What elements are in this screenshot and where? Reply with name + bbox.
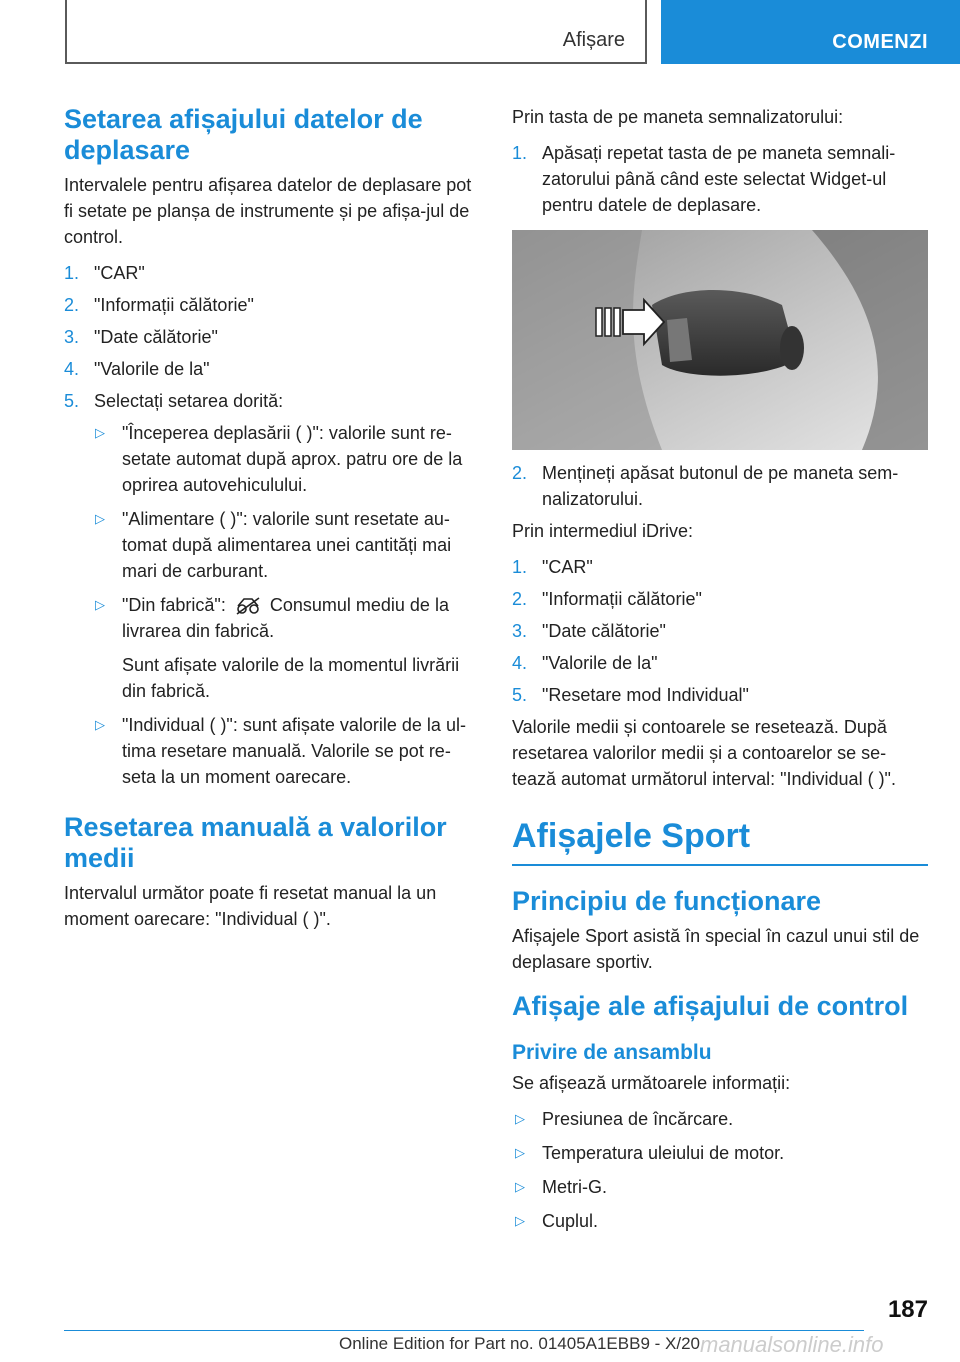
step-text: "CAR"	[542, 557, 593, 577]
triangle-bullet-icon: ▷	[515, 1111, 525, 1126]
option-text: "Individual ( )": sunt afișate valorile de la ul-tima resetare manuală. Valorile se pot re-seta la un moment oarecare.	[122, 715, 466, 787]
triangle-bullet-icon: ▷	[95, 717, 105, 732]
step-item	[512, 140, 928, 218]
option-text: "Alimentare ( )": valorile sunt resetate au-tomat după alimentarea unei cantități mai mari de carburant.	[122, 509, 452, 581]
heading-trip-data-settings: Setarea afișajului datelor de deplasare	[64, 104, 423, 165]
info-item	[512, 1208, 928, 1234]
option-item	[92, 506, 478, 584]
step-number: 1.	[512, 557, 528, 577]
steps-list	[64, 260, 478, 414]
step-item	[64, 260, 478, 286]
info-item	[512, 1106, 928, 1132]
step-number: 4.	[64, 359, 80, 379]
triangle-bullet-icon: ▷	[515, 1179, 525, 1194]
step-text: Selectați setarea dorită:	[94, 391, 284, 411]
header-chapter-label: COMENZI	[832, 31, 928, 53]
step-item	[512, 460, 928, 512]
step-number: 5.	[512, 685, 528, 705]
stalk-steps-list	[512, 140, 928, 218]
step-number: 3.	[64, 327, 80, 347]
paragraph-intervals: Intervalele pentru afișarea datelor de deplasare pot fi setate pe planșa de instrumente și pe afișa-jul de control.	[64, 175, 472, 247]
step-number: 3.	[512, 621, 528, 641]
option-item	[92, 712, 478, 790]
paragraph-via-stalk: Prin tasta de pe maneta semnalizatorului:	[512, 107, 844, 127]
step-text: "Resetare mod Individual"	[542, 685, 749, 705]
header-chapter-tab[interactable]	[661, 0, 960, 64]
step-text: "Date călătorie"	[542, 621, 666, 641]
step-number: 1.	[64, 263, 80, 283]
header-section-title: Afișare	[562, 29, 625, 51]
triangle-bullet-icon: ▷	[515, 1145, 525, 1160]
paragraph-principle: Afișajele Sport asistă în special în cazul unui stil de deplasare sportiv.	[512, 926, 920, 972]
step-text: "CAR"	[94, 263, 145, 283]
step-text: "Valorile de la"	[542, 653, 658, 673]
watermark: manualsonline.info	[700, 1332, 884, 1357]
step-item	[512, 682, 928, 708]
heading-sport-displays: Afișajele Sport	[512, 816, 928, 866]
paragraph-reset-result: Valorile medii și contoarele se resetează. După resetarea valorilor medii și a contoarelor se se-tează automat următorul interval: "Individual ( )".	[512, 717, 896, 789]
idrive-steps-list	[512, 554, 928, 708]
step-number: 1.	[512, 143, 528, 163]
step-text: Apăsați repetat tasta de pe maneta semnali-zatorului până când este selectat Widget-ul pentru datele de deplasare.	[542, 143, 896, 215]
step-item	[64, 324, 478, 350]
step-item	[512, 586, 928, 612]
header-section-box	[65, 0, 647, 64]
step-text: "Valorile de la"	[94, 359, 210, 379]
paragraph-via-idrive: Prin intermediul iDrive:	[512, 521, 694, 541]
step-number: 2.	[64, 295, 80, 315]
option-note: Sunt afișate valorile de la momentul livrării din fabrică.	[122, 655, 460, 701]
heading-overview: Privire de ansamblu	[512, 1041, 712, 1064]
factory-car-icon	[235, 597, 261, 615]
heading-control-display: Afișaje ale afișajului de control	[512, 991, 909, 1021]
footer-edition: Online Edition for Part no. 01405A1EBB9 - X/20	[338, 1334, 700, 1353]
triangle-bullet-icon: ▷	[515, 1213, 525, 1228]
option-item	[92, 592, 478, 704]
step-text: Mențineți apăsat butonul de pe maneta sem-nalizatorului.	[542, 463, 899, 509]
info-text: Presiunea de încărcare.	[542, 1109, 734, 1129]
step-number: 2.	[512, 589, 528, 609]
step-item	[512, 618, 928, 644]
info-item	[512, 1140, 928, 1166]
option-text: "Din fabrică":	[122, 595, 226, 615]
info-text: Cuplul.	[542, 1211, 599, 1231]
right-column	[512, 104, 928, 1242]
info-item	[512, 1174, 928, 1200]
info-text: Temperatura uleiului de motor.	[542, 1143, 785, 1163]
option-text: "Începerea deplasării ( )": valorile sunt re-setate automat după aprox. patru ore de la oprirea autovehiculului.	[122, 423, 463, 495]
heading-manual-reset: Resetarea manuală a valorilor medii	[64, 812, 447, 873]
option-item	[92, 420, 478, 498]
option-text: Consumul mediu de la livrarea din fabrică.	[122, 595, 449, 641]
step-number: 5.	[64, 391, 80, 411]
heading-principle: Principiu de funcționare	[512, 886, 822, 916]
step-item	[64, 356, 478, 382]
turn-signal-stalk-photo	[512, 230, 928, 450]
step-text: "Informații călătorie"	[542, 589, 702, 609]
step-text: "Informații călătorie"	[94, 295, 254, 315]
footer-divider	[64, 1330, 864, 1331]
info-text: Metri-G.	[542, 1177, 607, 1197]
left-column	[64, 104, 478, 942]
page-number: 187	[887, 1296, 928, 1323]
info-list	[512, 1106, 928, 1234]
step-item	[512, 554, 928, 580]
paragraph-manual-reset: Intervalul următor poate fi resetat manual la un moment oarecare: "Individual ( )".	[64, 883, 437, 929]
triangle-bullet-icon: ▷	[95, 597, 105, 612]
paragraph-overview: Se afișează următoarele informații:	[512, 1073, 791, 1093]
step-text: "Date călătorie"	[94, 327, 218, 347]
options-list	[92, 420, 478, 790]
step-item	[512, 650, 928, 676]
step-item	[64, 292, 478, 318]
stalk-steps-list-2	[512, 460, 928, 512]
triangle-bullet-icon: ▷	[95, 425, 105, 440]
step-number: 2.	[512, 463, 528, 483]
triangle-bullet-icon: ▷	[95, 511, 105, 526]
step-number: 4.	[512, 653, 528, 673]
step-item	[64, 388, 478, 414]
